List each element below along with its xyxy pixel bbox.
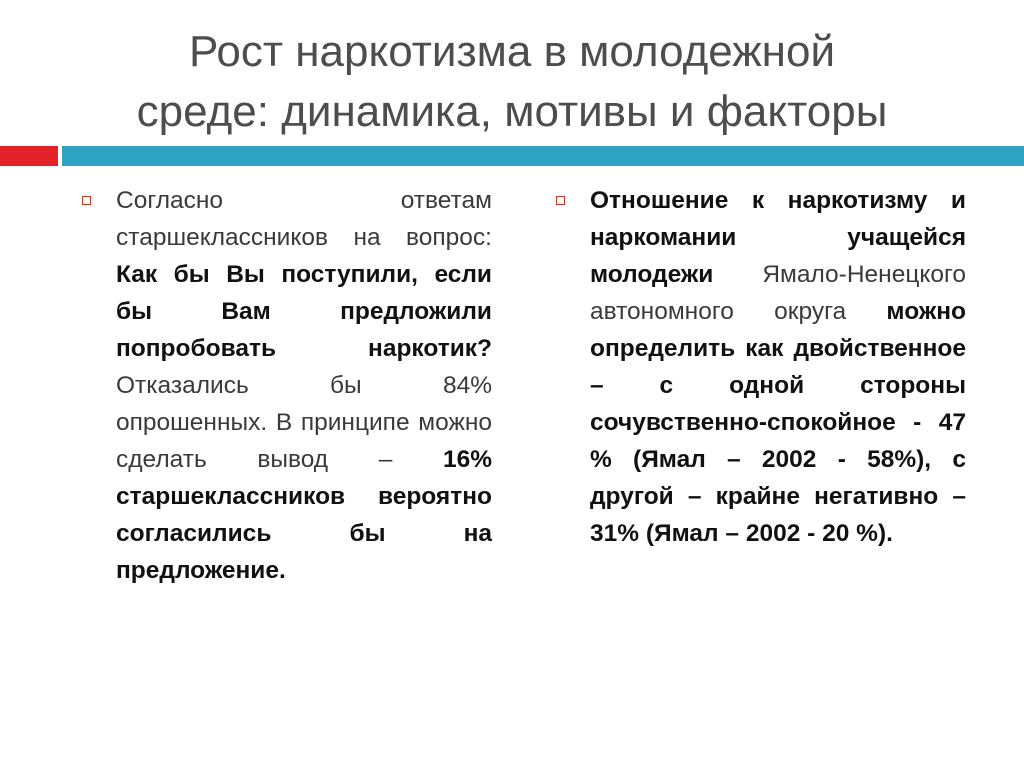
page-title <box>40 22 984 142</box>
right-text-region: Ямало-Ненецкого автономного округа <box>590 261 966 325</box>
title-line-1: Рост наркотизма в молодежной <box>188 27 836 76</box>
left-text-conclusion: 16% старшеклассников вероятно согласились бы на предложение. <box>116 446 492 584</box>
right-text-heading: Отношение к наркотизму и наркомании учащейся молодежи <box>590 187 966 288</box>
accent-bar-blue <box>62 146 1024 166</box>
right-text-conclusion: можно определить как двойственное – с одной стороны сочувственно-спокойное - 47 % (Ямал – 2002 - 58%), с другой – крайне негативно – 31% (Ямал – 2002 - 20 %). <box>590 298 966 547</box>
square-bullet-icon <box>82 196 91 205</box>
left-text-question: Как бы Вы поступили, если бы Вам предложили попробовать наркотик? <box>116 261 492 362</box>
right-column-text <box>590 182 966 552</box>
left-column-text <box>116 182 492 589</box>
title-line-2: среде: динамика, мотивы и факторы <box>136 87 888 136</box>
square-bullet-icon <box>556 196 565 205</box>
accent-bar-red <box>0 146 58 166</box>
left-text-intro: Согласно ответам старшеклассников на вопрос: <box>116 187 492 251</box>
left-text-result: Отказались бы 84% опрошенных. В принципе можно сделать вывод – <box>116 372 492 473</box>
